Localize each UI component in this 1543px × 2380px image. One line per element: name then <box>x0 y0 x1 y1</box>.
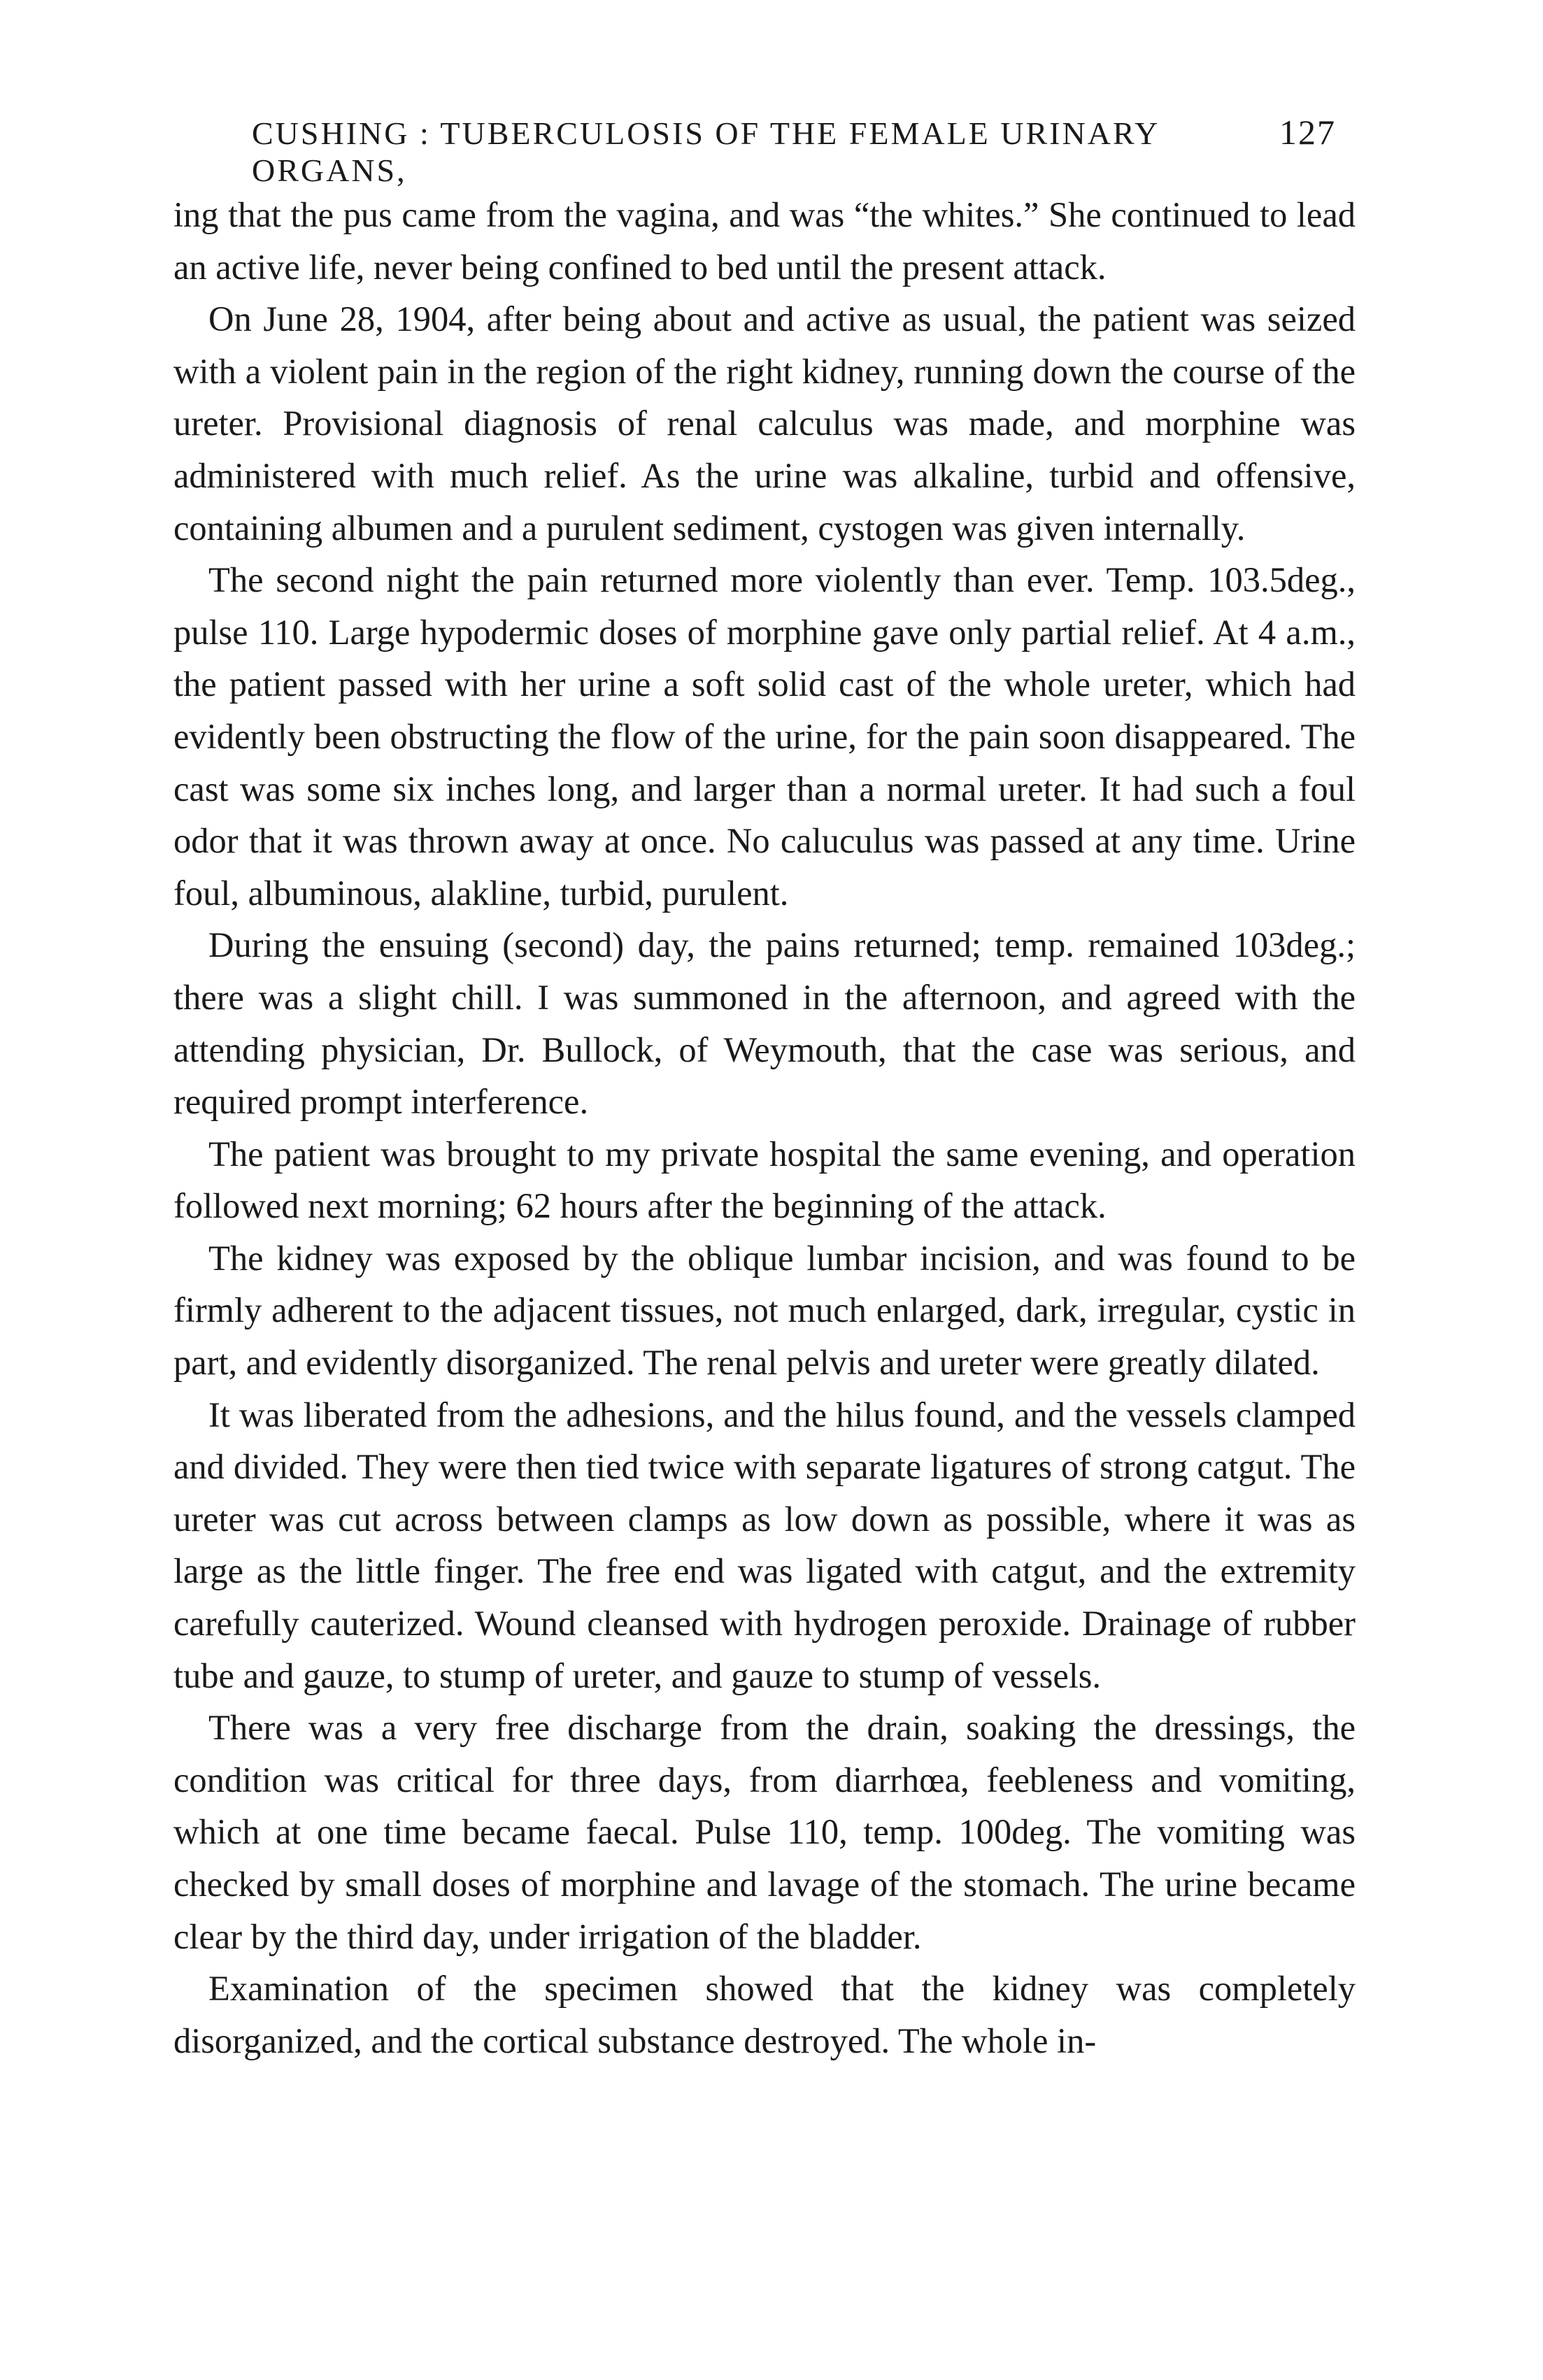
page-number: 127 <box>1279 113 1336 152</box>
paragraph-continuation: ing that the pus came from the vagina, and was “the whites.” She continued to lead an active life, never being confined to bed until the present attack. <box>173 195 1356 287</box>
paragraph-onset: On June 28, 1904, after being about and active as usual, the patient was seized with a violent pain in the region of the right kidney, running down the course of the ureter. Provisional diagnosis of renal calculus was made, and morphine was administered with much relief. As the urine was alkaline, turbid and offensive, containing albumen and a purulent sediment, cystogen was given internally. <box>173 299 1356 548</box>
paragraph-recovery: There was a very free discharge from the drain, soaking the dressings, the condition was critical for three days, from diarrhœa, feebleness and vomiting, which at one time became faecal. Pulse 110, temp. 100deg. The vomiting was checked by small doses of morphine and lavage of the stomach. The urine became clear by the third day, under irrigation of the bladder. <box>173 1708 1356 1956</box>
paragraph-kidney-exposed: The kidney was exposed by the oblique lumbar incision, and was found to be firmly adherent to the adjacent tissues, not much enlarged, dark, irregular, cystic in part, and evidently disorganized. The renal pelvis and ureter were greatly dilated. <box>173 1238 1356 1383</box>
running-title: CUSHING : TUBERCULOSIS OF THE FEMALE URINARY ORGANS, <box>252 115 1159 188</box>
paragraph-hospital: The patient was brought to my private hospital the same evening, and operation followed next morning; 62 hours after the beginning of the attack. <box>173 1134 1356 1226</box>
running-head <box>252 112 1336 188</box>
paragraph-second-day: During the ensuing (second) day, the pains returned; temp. remained 103deg.; there was a slight chill. I was summoned in the afternoon, and agreed with the attending physician, Dr. Bullock, of Weymouth, that the case was serious, and required prompt interference. <box>173 925 1356 1122</box>
paragraph-second-night: The second night the pain returned more violently than ever. Temp. 103.5deg., pulse 110. Large hypodermic doses of morphine gave only partial relief. At 4 a.m., the patient passed with her urine a soft solid cast of the whole ureter, which had evidently been obstructing the flow of the urine, for the pain soon disappeared. The cast was some six inches long, and larger than a normal ureter. It had such a foul odor that it was thrown away at once. No caluculus was passed at any time. Urine foul, albuminous, alakline, turbid, purulent. <box>173 560 1356 913</box>
paragraph-specimen: Examination of the specimen showed that the kidney was completely disorganized, and the cortical substance destroyed. The whole in- <box>173 1969 1356 2060</box>
paragraph-ligation: It was liberated from the adhesions, and the hilus found, and the vessels clamped and divided. They were then tied twice with separate ligatures of strong catgut. The ureter was cut across between clamps as low down as possible, where it was as large as the little finger. The free end was ligated with catgut, and the extremity carefully cauterized. Wound cleansed with hydrogen peroxide. Drainage of rubber tube and gauze, to stump of ureter, and gauze to stump of vessels. <box>173 1395 1356 1695</box>
body-text <box>173 189 1356 2067</box>
